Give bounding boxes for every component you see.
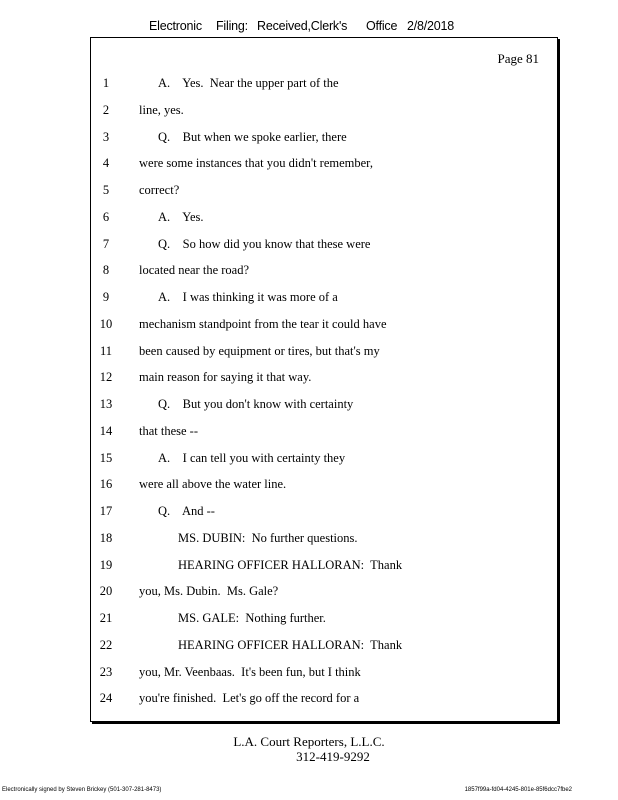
line-text: MS. GALE: Nothing further. xyxy=(178,611,326,625)
line-text: Q. And -- xyxy=(158,504,215,518)
transcript-line xyxy=(91,263,557,283)
transcript-line xyxy=(91,451,557,471)
transcript-line xyxy=(91,130,557,150)
transcript-line xyxy=(91,183,557,203)
line-text: main reason for saying it that way. xyxy=(139,370,312,385)
line-number: 10 xyxy=(99,316,113,331)
line-text: line, yes. xyxy=(139,102,184,117)
reporter-company: L.A. Court Reporters, L.L.C. xyxy=(233,734,385,749)
line-number: 5 xyxy=(102,183,110,197)
transcript-line xyxy=(91,103,557,123)
line-text: Q. But when we spoke earlier, there xyxy=(158,129,347,144)
line-text: were all above the water line. xyxy=(139,477,287,492)
line-text: you're finished. Let's go off the record for a xyxy=(139,691,360,706)
transcript-line xyxy=(91,477,557,497)
line-text: A. I can tell you with certainty they xyxy=(158,450,346,465)
transcript-line xyxy=(91,558,557,578)
transcript-line xyxy=(91,424,557,444)
line-text: HEARING OFFICER HALLORAN: Thank xyxy=(178,637,403,652)
line-number: 7 xyxy=(102,236,110,251)
line-text: HEARING OFFICER HALLORAN: Thank xyxy=(178,557,403,572)
line-number: 18 xyxy=(99,530,113,545)
transcript-line xyxy=(91,531,557,551)
line-number: 12 xyxy=(99,370,113,385)
line-text: that these -- xyxy=(139,423,199,438)
line-number: 24 xyxy=(99,691,113,706)
line-number: 9 xyxy=(102,290,110,304)
transcript-line xyxy=(91,317,557,337)
line-text: located near the road? xyxy=(139,263,250,278)
transcript-line xyxy=(91,76,557,96)
line-text: correct? xyxy=(139,183,180,197)
filing-stamp xyxy=(0,19,618,37)
line-number: 15 xyxy=(99,450,113,465)
line-text: Q. So how did you know that these were xyxy=(158,236,371,251)
line-number: 6 xyxy=(102,209,110,224)
line-text: mechanism standpoint from the tear it could have xyxy=(139,316,387,331)
line-number: 3 xyxy=(102,129,110,144)
line-number: 20 xyxy=(99,584,113,599)
line-text: been caused by equipment or tires, but that's my xyxy=(139,343,380,358)
transcript-line xyxy=(91,237,557,257)
line-number: 22 xyxy=(99,637,113,652)
line-number: 1 xyxy=(102,76,110,90)
line-number: 4 xyxy=(102,156,110,171)
page-number: Page 81 xyxy=(497,51,539,66)
transcript-line xyxy=(91,370,557,390)
electronic-signature: Electronically signed by Steven Brickey (501-307-281-8473) xyxy=(2,787,162,793)
transcript-line xyxy=(91,156,557,176)
line-number: 11 xyxy=(99,343,113,358)
stamp-received: Received,Clerk's xyxy=(257,19,348,33)
transcript-line xyxy=(91,397,557,417)
transcript-line xyxy=(91,611,557,631)
line-number: 19 xyxy=(99,557,113,572)
line-text: were some instances that you didn't remember, xyxy=(139,156,373,171)
line-number: 23 xyxy=(99,664,113,679)
line-text: A. Yes. xyxy=(158,209,204,224)
line-number: 13 xyxy=(99,397,113,411)
transcript-line xyxy=(91,290,557,310)
reporter-footer xyxy=(0,734,618,765)
line-text: A. Yes. Near the upper part of the xyxy=(158,76,339,90)
transcript-page xyxy=(90,37,558,722)
transcript-line xyxy=(91,691,557,711)
line-number: 16 xyxy=(99,477,113,492)
transcript-line xyxy=(91,584,557,604)
line-number: 14 xyxy=(99,423,113,438)
stamp-electronic: Electronic xyxy=(149,19,202,33)
line-number: 2 xyxy=(102,102,110,117)
line-text: you, Ms. Dubin. Ms. Gale? xyxy=(139,584,279,599)
transcript-line xyxy=(91,344,557,364)
line-text: MS. DUBIN: No further questions. xyxy=(178,530,358,545)
line-text: you, Mr. Veenbaas. It's been fun, but I think xyxy=(139,664,361,679)
transcript-line xyxy=(91,638,557,658)
stamp-office: Office xyxy=(366,19,398,33)
line-text: Q. But you don't know with certainty xyxy=(158,397,354,411)
line-number: 17 xyxy=(99,504,113,518)
line-text: A. I was thinking it was more of a xyxy=(158,290,338,304)
transcript-line xyxy=(91,504,557,524)
document-id: 1857f99a-fd04-4245-801e-85f6dcc7fbe2 xyxy=(464,787,572,793)
stamp-filing: Filing: xyxy=(216,19,248,33)
line-number: 8 xyxy=(102,263,110,278)
transcript-line xyxy=(91,665,557,685)
line-number: 21 xyxy=(99,611,113,625)
transcript-line xyxy=(91,210,557,230)
reporter-phone: 312-419-9292 xyxy=(296,749,370,764)
stamp-date: 2/8/2018 xyxy=(407,19,455,33)
